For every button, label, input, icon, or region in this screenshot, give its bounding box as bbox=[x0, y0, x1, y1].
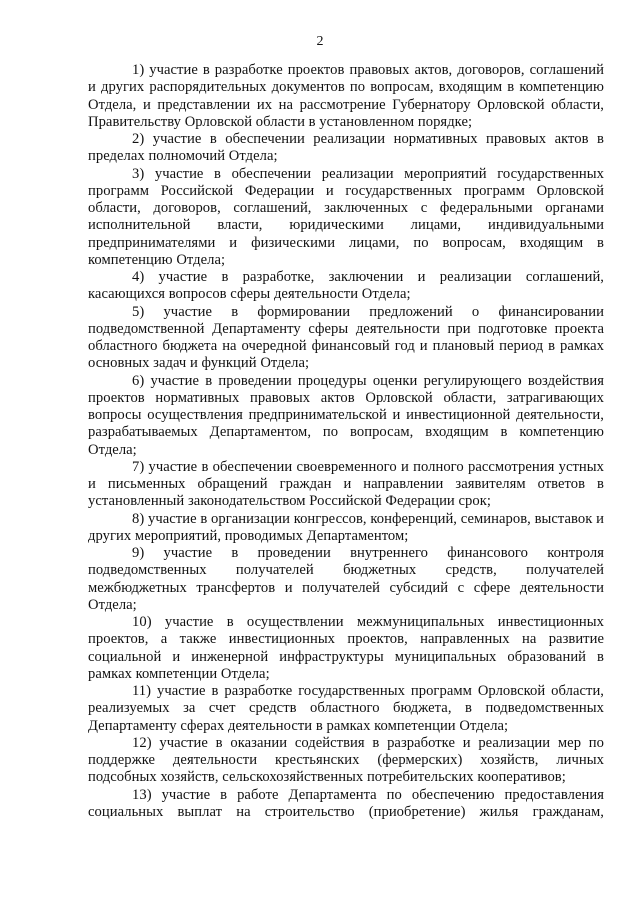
list-item-10: 10) участие в осуществлении межмуниципальных инвестиционных проектов, а также инвестиционных проектов, направленных на развитие социальной и инженерной инфраструктуры муниципальных образований в рамках компетенции Отдела; bbox=[88, 614, 604, 682]
list-item-7: 7) участие в обеспечении своевременного и полного рассмотрения устных и письменных обращений граждан и направлении заявителям ответов в установленный законодательством Российской Федерации срок; bbox=[88, 458, 604, 510]
list-item-6: 6) участие в проведении процедуры оценки регулирующего воздействия проектов нормативных правовых актов Орловской области, затрагивающих вопросы осуществления предпринимательской и инвестиционной деятельности, разрабатываемых Департаментом, по вопросам, входящим в компетенцию Отдела; bbox=[88, 372, 604, 458]
list-item-8: 8) участие в организации конгрессов, конференций, семинаров, выставок и других мероприятий, проводимых Департаментом; bbox=[88, 510, 604, 544]
list-item-2: 2) участие в обеспечении реализации нормативных правовых актов в пределах полномочий Отдела; bbox=[88, 131, 604, 165]
page-number: 2 bbox=[316, 34, 324, 49]
list-item-13: 13) участие в работе Департамента по обеспечению предоставления социальных выплат на строительство (приобретение) жилья гражданам, bbox=[88, 786, 604, 820]
list-item-5: 5) участие в формировании предложений о финансировании подведомственной Департаменту сферы деятельности при подготовке проекта областного бюджета на очередной финансовый год и плановый период в рамках основных задач и функций Отдела; bbox=[88, 303, 604, 372]
list-item-9: 9) участие в проведении внутреннего финансового контроля подведомственных получателей бюджетных средств, получателей межбюджетных трансфертов и получателей субсидий с сфере деятельности Отдела; bbox=[88, 545, 604, 613]
list-item-3: 3) участие в обеспечении реализации мероприятий государственных программ Российской Федерации и государственных программ Орловской области, договоров, соглашений, заключенных с федеральными органами исполнительной власти, юридическими лицами, индивидуальными предпринимателями и физическими лицами, по вопросам, входящим в компетенцию Отдела; bbox=[88, 165, 604, 268]
list-item-11: 11) участие в разработке государственных программ Орловской области, реализуемых за счет средств областного бюджета, в подведомственных Департаменту сферах деятельности в рамках компетенции Отдела; bbox=[88, 683, 604, 734]
list-item-1: 1) участие в разработке проектов правовых актов, договоров, соглашений и других распорядительных документов по вопросам, входящим в компетенцию Отдела, и представлении их на рассмотрение Губернатору Орловской области, Правительству Орловской области в установленном порядке; bbox=[88, 62, 604, 130]
list-item-4: 4) участие в разработке, заключении и реализации соглашений, касающихся вопросов сферы деятельности Отдела; bbox=[88, 269, 604, 303]
list-item-12: 12) участие в оказании содействия в разработке и реализации мер по поддержке деятельности крестьянских (фермерских) хозяйств, личных подсобных хозяйств, сельскохозяйственных потребительских кооперативов; bbox=[88, 734, 604, 786]
document-body bbox=[88, 62, 604, 821]
